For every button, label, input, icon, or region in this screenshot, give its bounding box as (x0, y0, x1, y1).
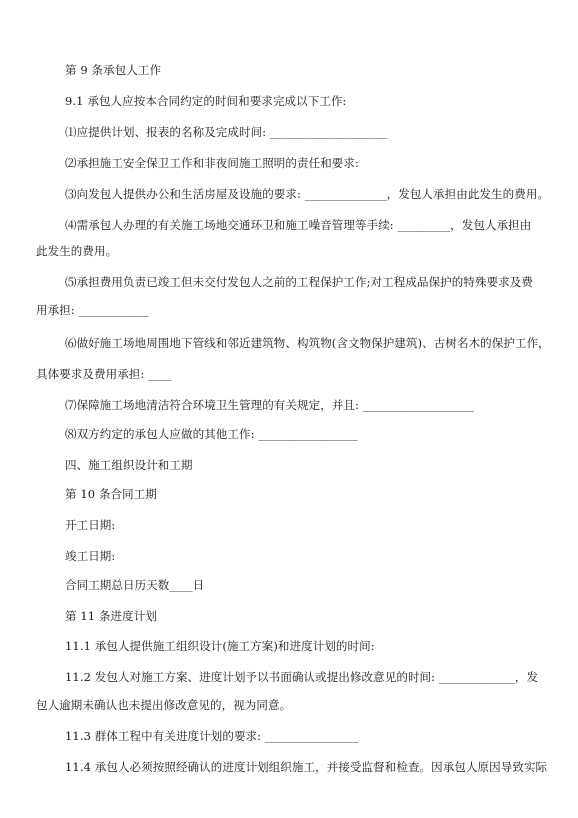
article-9-heading: 第 9 条承包人工作 (65, 63, 162, 77)
clause-9-1-item-5: ⑸承担费用负责已竣工但未交付发包人之前的工程保护工作;对工程成品保护的特殊要求及费 (65, 275, 533, 289)
article-10-heading: 第 10 条合同工期 (65, 487, 157, 501)
clause-11-2: 11.2 发包人对施工方案、进度计划予以书面确认或提出修改意见的时间: _____________，发 (65, 670, 539, 684)
clause-9-1-item-6-cont: 具体要求及费用承担: ____ (36, 367, 172, 381)
start-date-label: 开工日期: (65, 518, 116, 532)
clause-9-1-item-8: ⑻双方约定的承包人应做的其他工作: _________________ (65, 427, 358, 441)
clause-9-1-item-1: ⑴应提供计划、报表的名称及完成时间: ____________________ (65, 125, 387, 139)
clause-9-1-item-4-cont: 此发生的费用。 (36, 244, 118, 258)
clause-9-1-item-6: ⑹做好施工场地周围地下管线和邻近建筑物、构筑物(含文物保护建筑)、古树名木的保护工作， (65, 336, 550, 350)
clause-11-3: 11.3 群体工程中有关进度计划的要求: ________________ (65, 729, 359, 743)
total-calendar-days-label: 合同工期总日历天数____日 (65, 578, 205, 592)
clause-9-1-item-5-cont: 用承担: ____________ (36, 303, 149, 317)
article-11-heading: 第 11 条进度计划 (65, 609, 157, 623)
clause-9-1-item-2: ⑵承担施工安全保卫工作和非夜间施工照明的责任和要求: (65, 156, 359, 170)
completion-date-label: 竣工日期: (65, 549, 116, 563)
section-4-heading: 四、施工组织设计和工期 (65, 458, 193, 472)
clause-9-1-item-7: ⑺保障施工场地清洁符合环境卫生管理的有关规定，并且: ___________________ (65, 398, 474, 412)
clause-9-1-item-4: ⑷需承包人办理的有关施工场地交通环卫和施工噪音管理等手续: _________，发包人承担由 (65, 218, 532, 232)
clause-11-2-cont: 包人逾期未确认也未提出修改意见的，视为同意。 (36, 698, 292, 712)
clause-11-1: 11.1 承包人提供施工组织设计(施工方案)和进度计划的时间: (65, 639, 375, 653)
clause-9-1-item-3: ⑶向发包人提供办公和生活房屋及设施的要求: ______________，发包人承担由此发生的费用。 (65, 187, 550, 201)
clause-9-1: 9.1 承包人应按本合同约定的时间和要求完成以下工作: (65, 94, 347, 108)
clause-11-4: 11.4 承包人必须按照经确认的进度计划组织施工，并接受监督和检查。因承包人原因导致实际 (65, 760, 548, 774)
